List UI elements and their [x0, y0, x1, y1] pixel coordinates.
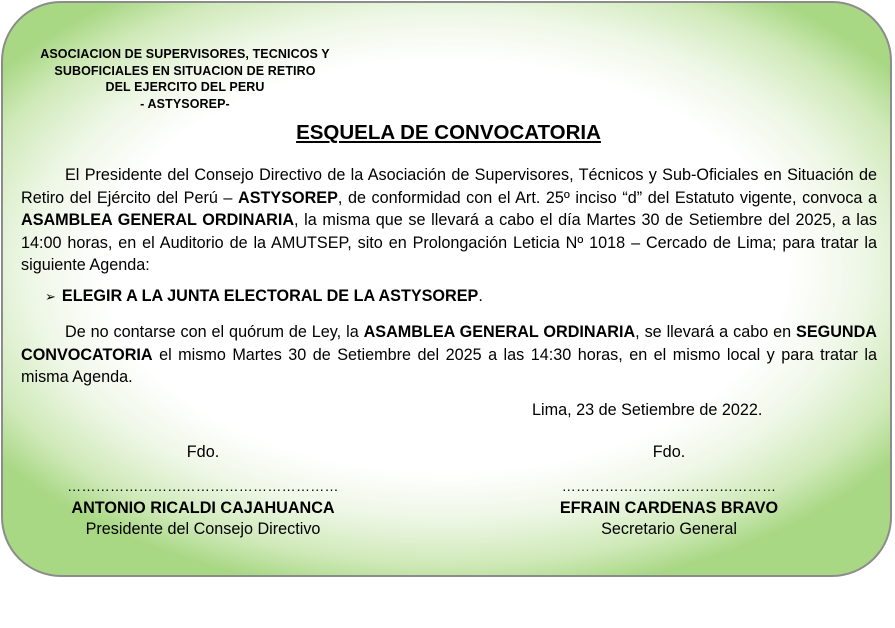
p2-text-3: el mismo Martes 30 de Setiembre del 2025 a las 14:30 horas, en el mismo local y para tratar la misma Agenda.: [21, 345, 877, 386]
place-date: Lima, 23 de Setiembre de 2022.: [532, 401, 763, 419]
signature-line: …………………………………………………: [67, 478, 339, 494]
document-title: ESQUELA DE CONVOCATORIA: [296, 121, 601, 144]
org-line-3: DEL EJERCITO DEL PERU: [105, 80, 265, 94]
second-call-paragraph: [21, 321, 877, 389]
p2-text-1: De no contarse con el quórum de Ley, la: [65, 323, 364, 341]
signature-president: [38, 443, 368, 540]
agenda-item-period: .: [478, 287, 483, 305]
signer-name: EFRAIN CARDENAS BRAVO: [559, 499, 779, 517]
signature-line: ………………………………………: [561, 478, 777, 494]
convocation-paragraph: [21, 164, 877, 277]
signature-fdo-label: Fdo.: [652, 443, 686, 461]
signer-role: Presidente del Consejo Directivo: [85, 520, 321, 538]
signature-fdo-label: Fdo.: [186, 443, 220, 461]
signer-name: ANTONIO RICALDI CAJAHUANCA: [71, 499, 335, 517]
p2-bold-assembly: ASAMBLEA GENERAL ORDINARIA: [363, 323, 636, 341]
p1-text-2: , de conformidad con el Art. 25º inciso “d” del Estatuto vigente, convoca a: [337, 188, 877, 207]
signer-role: Secretario General: [601, 520, 737, 538]
signature-secretary: [504, 443, 834, 540]
org-line-1: ASOCIACION DE SUPERVISORES, TECNICOS Y: [40, 47, 330, 61]
org-line-4: - ASTYSOREP-: [140, 96, 230, 111]
p1-text-3: , la misma que se llevará a cabo el día Martes 30 de Setiembre del 2025, a las 14:00 horas, en el Auditorio de la AMUTSEP, sito en Prolongación Leticia Nº 1018 – Cercado de Lima; para tratar la siguiente Agenda:: [21, 211, 877, 274]
org-line-2: SUBOFICIALES EN SITUACION DE RETIRO: [54, 63, 316, 78]
agenda-item-text: ELEGIR A LA JUNTA ELECTORAL DE LA ASTYSOREP: [61, 287, 479, 305]
agenda-item: [45, 287, 483, 306]
organization-header: [19, 46, 351, 112]
arrow-bullet-icon: ➢: [45, 289, 56, 304]
p1-bold-astysorep: ASTYSOREP: [238, 188, 338, 207]
p1-bold-assembly: ASAMBLEA GENERAL ORDINARIA: [21, 211, 295, 229]
p2-text-2: , se llevará a cabo en: [635, 323, 797, 341]
notice-card: [1, 1, 892, 577]
p2-bold-second-call: SEGUNDA CONVOCATORIA: [21, 323, 877, 364]
p1-text-1: El Presidente del Consejo Directivo de la Asociación de Supervisores, Técnicos y Sub-Oficiales en Situación de Retiro del Ejército del Perú –: [21, 166, 877, 207]
